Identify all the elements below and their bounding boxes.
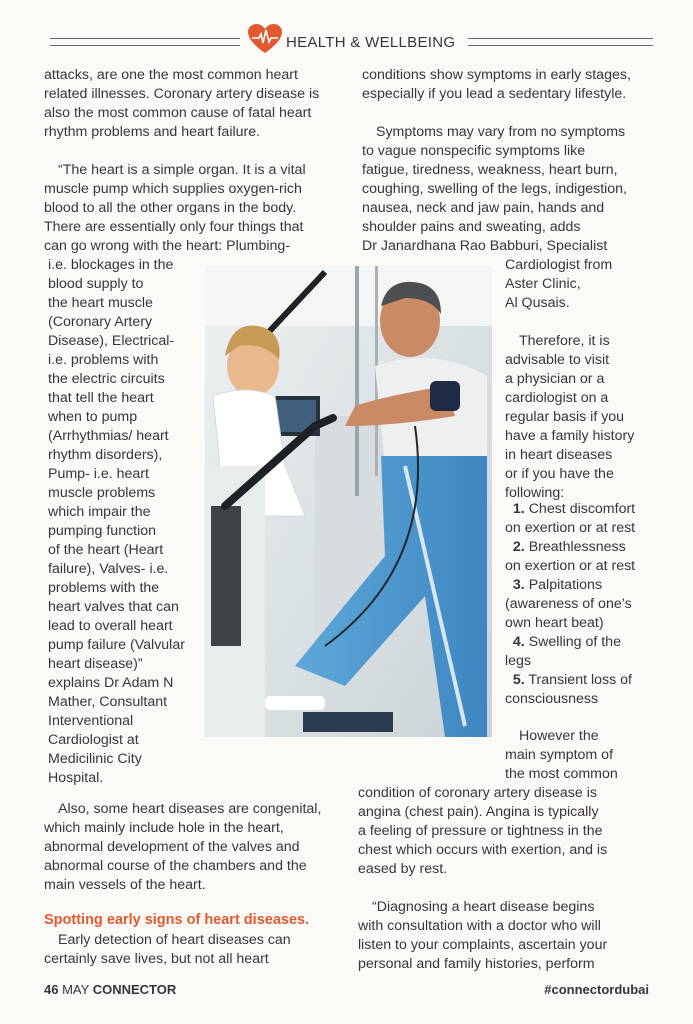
right-column-top — [362, 66, 631, 256]
section-title: HEALTH & WELLBEING — [286, 34, 456, 51]
list-item-cont: on exertion or at rest — [505, 520, 636, 536]
text-line: (Coronary Artery — [48, 314, 153, 330]
text-line: cardiologist on a — [505, 390, 609, 406]
footer-hashtag: #connectordubai — [544, 982, 649, 997]
text-line: can go wrong with the heart: Plumbing- — [44, 238, 291, 254]
text-line: lead to overall heart — [48, 618, 173, 634]
text-line: pumping function — [48, 523, 157, 539]
left-column-end — [44, 931, 291, 969]
text-line: when to pump — [48, 409, 138, 425]
list-item-cont: (awareness of one’s — [505, 596, 632, 612]
text-line: blood to all the other organs in the body. — [44, 200, 297, 216]
text-line: “The heart is a simple organ. It is a vital — [58, 162, 306, 178]
list-item: 5. Transient loss of — [512, 672, 632, 688]
text-line: Cardiologist from — [505, 257, 613, 273]
text-line: problems with the — [48, 580, 160, 596]
text-line: Early detection of heart diseases can — [58, 932, 291, 948]
text-line: listen to your complaints, ascertain your — [358, 937, 608, 953]
photo-cardiac-stress-test — [205, 266, 492, 737]
list-item-cont: own heart beat) — [505, 615, 604, 631]
text-line: heart disease)” — [48, 656, 143, 672]
list-item-cont: consciousness — [505, 691, 599, 707]
text-line: rhythm problems and heart failure. — [44, 124, 261, 140]
text-line: However the — [519, 728, 599, 744]
text-line: muscle pump which supplies oxygen-rich — [44, 181, 302, 197]
list-item: 1. Chest discomfort — [512, 501, 636, 517]
text-line: pump failure (Valvular — [48, 637, 185, 653]
list-item-cont: on exertion or at rest — [505, 558, 636, 574]
text-line: abnormal course of the chambers and the — [44, 858, 307, 874]
symptoms-list — [505, 500, 635, 709]
text-line: Mather, Consultant — [48, 694, 168, 710]
text-line: condition of coronary artery disease is — [358, 785, 597, 801]
left-column-bottom — [44, 800, 321, 895]
list-item: 2. Breathlessness — [512, 539, 626, 555]
text-line: (Arrhythmias/ heart — [48, 428, 169, 444]
text-line: Medicilinic City — [48, 751, 142, 767]
left-column-narrow — [48, 256, 185, 788]
text-line: chest which occurs with exertion, and is — [358, 842, 608, 858]
text-line: rhythm disorders), — [48, 447, 163, 463]
text-line: related illnesses. Coronary artery disease is — [44, 86, 320, 102]
right-column-narrow — [505, 256, 634, 503]
text-line: Interventional — [48, 713, 134, 729]
right-column-after-list — [505, 727, 618, 784]
text-line: following: — [505, 485, 565, 501]
text-line: which impair the — [48, 504, 151, 520]
text-line: nausea, neck and jaw pain, hands and — [362, 200, 605, 216]
list-item-cont: legs — [505, 653, 532, 669]
text-line: There are essentially only four things that — [44, 219, 304, 235]
header-rule-left — [50, 38, 240, 46]
text-line: explains Dr Adam N — [48, 675, 174, 691]
text-line: Cardiologist at — [48, 732, 139, 748]
magazine-name: CONNECTOR — [92, 982, 177, 997]
text-line: or if you have the — [505, 466, 614, 482]
text-line: i.e. problems with — [48, 352, 159, 368]
text-line: also the most common cause of fatal heart — [44, 105, 312, 121]
text-line: Al Qusais. — [505, 295, 570, 311]
right-column-bottom — [358, 784, 607, 974]
text-line: with consultation with a doctor who will — [358, 918, 601, 934]
text-line: of the heart (Heart — [48, 542, 164, 558]
page-number: 46 — [44, 982, 59, 997]
text-line: heart valves that can — [48, 599, 179, 615]
text-line: Also, some heart diseases are congenital, — [58, 801, 322, 817]
text-line: abnormal development of the valves and — [44, 839, 300, 855]
issue-month: MAY — [62, 982, 90, 997]
text-line: personal and family histories, perform — [358, 956, 595, 972]
text-line: shoulder pains and sweating, adds — [362, 219, 581, 235]
text-line: eased by rest. — [358, 861, 448, 877]
text-line: Therefore, it is — [519, 333, 610, 349]
text-line: a feeling of pressure or tightness in the — [358, 823, 603, 839]
text-line: blood supply to — [48, 276, 144, 292]
text-line: that tell the heart — [48, 390, 154, 406]
section-heading: Spotting early signs of heart diseases. — [44, 912, 310, 928]
list-item: 4. Swelling of the — [512, 634, 621, 650]
text-line: Dr Janardhana Rao Babburi, Specialist — [362, 238, 608, 254]
text-line: muscle problems — [48, 485, 156, 501]
text-line: in heart diseases — [505, 447, 613, 463]
text-line: coughing, swelling of the legs, indigestion, — [362, 181, 628, 197]
text-line: especially if you lead a sedentary lifestyle. — [362, 86, 627, 102]
text-line: main symptom of — [505, 747, 614, 763]
text-line: main vessels of the heart. — [44, 877, 206, 893]
text-line: fatigue, tiredness, weakness, heart burn, — [362, 162, 618, 178]
text-line: Symptoms may vary from no symptoms — [376, 124, 626, 140]
text-line: Aster Clinic, — [505, 276, 581, 292]
text-line: the heart muscle — [48, 295, 153, 311]
text-line: have a family history — [505, 428, 635, 444]
heart-ecg-icon — [248, 24, 282, 54]
text-line: “Diagnosing a heart disease begins — [372, 899, 595, 915]
left-column-top — [44, 66, 319, 256]
text-line: advisable to visit — [505, 352, 610, 368]
page-footer-left — [44, 982, 176, 997]
text-line: Disease), Electrical- — [48, 333, 175, 349]
text-line: to vague nonspecific symptoms like — [362, 143, 586, 159]
text-line: angina (chest pain). Angina is typically — [358, 804, 599, 820]
text-line: a physician or a — [505, 371, 605, 387]
text-line: Hospital. — [48, 770, 104, 786]
text-line: the electric circuits — [48, 371, 165, 387]
text-line: regular basis if you — [505, 409, 625, 425]
text-line: failure), Valves- i.e. — [48, 561, 169, 577]
text-line: conditions show symptoms in early stages, — [362, 67, 631, 83]
text-line: attacks, are one the most common heart — [44, 67, 298, 83]
list-item: 3. Palpitations — [512, 577, 603, 593]
text-line: the most common — [505, 766, 618, 782]
text-line: Pump- i.e. heart — [48, 466, 149, 482]
header-rule-right — [468, 38, 653, 46]
text-line: which mainly include hole in the heart, — [44, 820, 284, 836]
text-line: i.e. blockages in the — [48, 257, 174, 273]
text-line: certainly save lives, but not all heart — [44, 951, 269, 967]
